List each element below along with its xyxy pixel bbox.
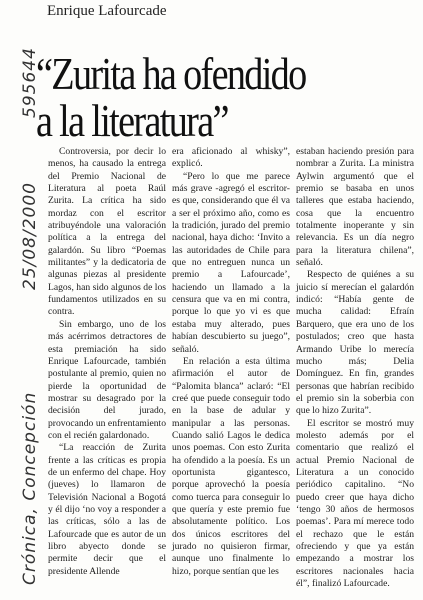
paragraph: era aficionado al whisky”, explicó. [172, 146, 290, 170]
paragraph: Sin embargo, uno de los más acérrimos detractores de esta premiación ha sido Enrique Lafourcade, también postulante al premio, quien no pierde la oportunidad de mostrar su desagrado por la decisión del jurado, provocando un enfrentamiento con el recién galardonado. [48, 318, 166, 441]
handwritten-margin-notes [0, 0, 40, 600]
catalog-number: 595644 [20, 47, 40, 118]
article-headline [36, 47, 335, 146]
headline-line-2: a la literatura” [36, 94, 228, 146]
paragraph: En relación a esta última afirmación el autor de “Palomita blanca” aclaró: “El creé que puede conseguir todo en la base de adular y manipular a las personas. Cuando salió Lagos le dedica unos poemas. Con esto Zurita ha ofendido a la poesía. Es un oportunista gigantesco, porque aprovechó la poesía como tuerca para conseguir lo que quería y este premio fue absolutamente político. Los dos únicos escritores del jurado no quisieron firmar, aunque uno finalmente lo hizo, porque sentían que les [172, 355, 290, 577]
handwritten-source: Crónica, Concepción [20, 391, 40, 585]
paragraph: El escritor se mostró muy molesto además por el comentario que realizó el actual Premio Nacional de Literatura a un conocido periódico capitalino. “No puedo creer que haya dicho ‘tengo 30 años de hermosos poemas’. Para mí merece todo el rechazo que le están ofreciendo y que ya están empezando a mostrar los escritores nacionales hacia él”, finalizó Lafourcade. [296, 417, 414, 590]
handwritten-date: 25/08/2000 [20, 182, 40, 290]
paragraph: Respecto de quiénes a su juicio sí merecían el galardón indicó: “Había gente de mucha calidad: Efraín Barquero, que era uno de los postulados; creo que hasta Armando Uribe lo merecía mucho más; Delia Domínguez. En fin, grandes personas que habrían recibido el premio sin la soberbia con que lo hizo Zurita”. [296, 269, 414, 417]
headline-line-1: “Zurita ha ofendido [36, 47, 306, 99]
article-column-3 [296, 146, 414, 590]
article-author: Enrique Lafourcade [47, 3, 167, 19]
paragraph: “Pero lo que me parece más grave -agregó el escritor- es que, considerando que él va a ser el próximo año, como es la tradición, jurado del premio nacional, haya dicho: ‘Invito a las autoridades de Chile para que no entreguen nunca un premio a Lafourcade’, haciendo un llamado a la censura que va en mi contra, porque lo que yo vi es que estaba muy alterado, pues habían descubierto su juego”, señaló. [172, 170, 290, 355]
paragraph: Controversia, por decir lo menos, ha causado la entrega del Premio Nacional de Literatura al poeta Raúl Zurita. La crítica ha sido mordaz con el escritor atribuyéndole una valoración política a la entrega del galardón. Su libro “Poemas militantes” y la dedicatoria de algunas piezas al presidente Lagos, han sido algunos de los fundamentos utilizados en su contra. [48, 146, 166, 318]
paragraph: “La reacción de Zurita frente a las críticas es propia de un enfermo del chape. Hoy (jueves) lo llamaron de Televisión Nacional a Bogotá y él dijo ‘no voy a responder a las críticas, sólo a las de Lafourcade que es autor de un libro abyecto donde se permite decir que el presidente Allende [48, 442, 166, 577]
article-column-2 [172, 146, 290, 578]
article-column-1 [48, 146, 166, 578]
paragraph: estaban haciendo presión para nombrar a Zurita. La ministra Aylwin argumentó que el premio se basaba en unos talleres que estaba haciendo, cosa que la encuentro totalmente inoperante y sin relevancia. Es un día negro para la literatura chilena”, señaló. [296, 146, 414, 269]
